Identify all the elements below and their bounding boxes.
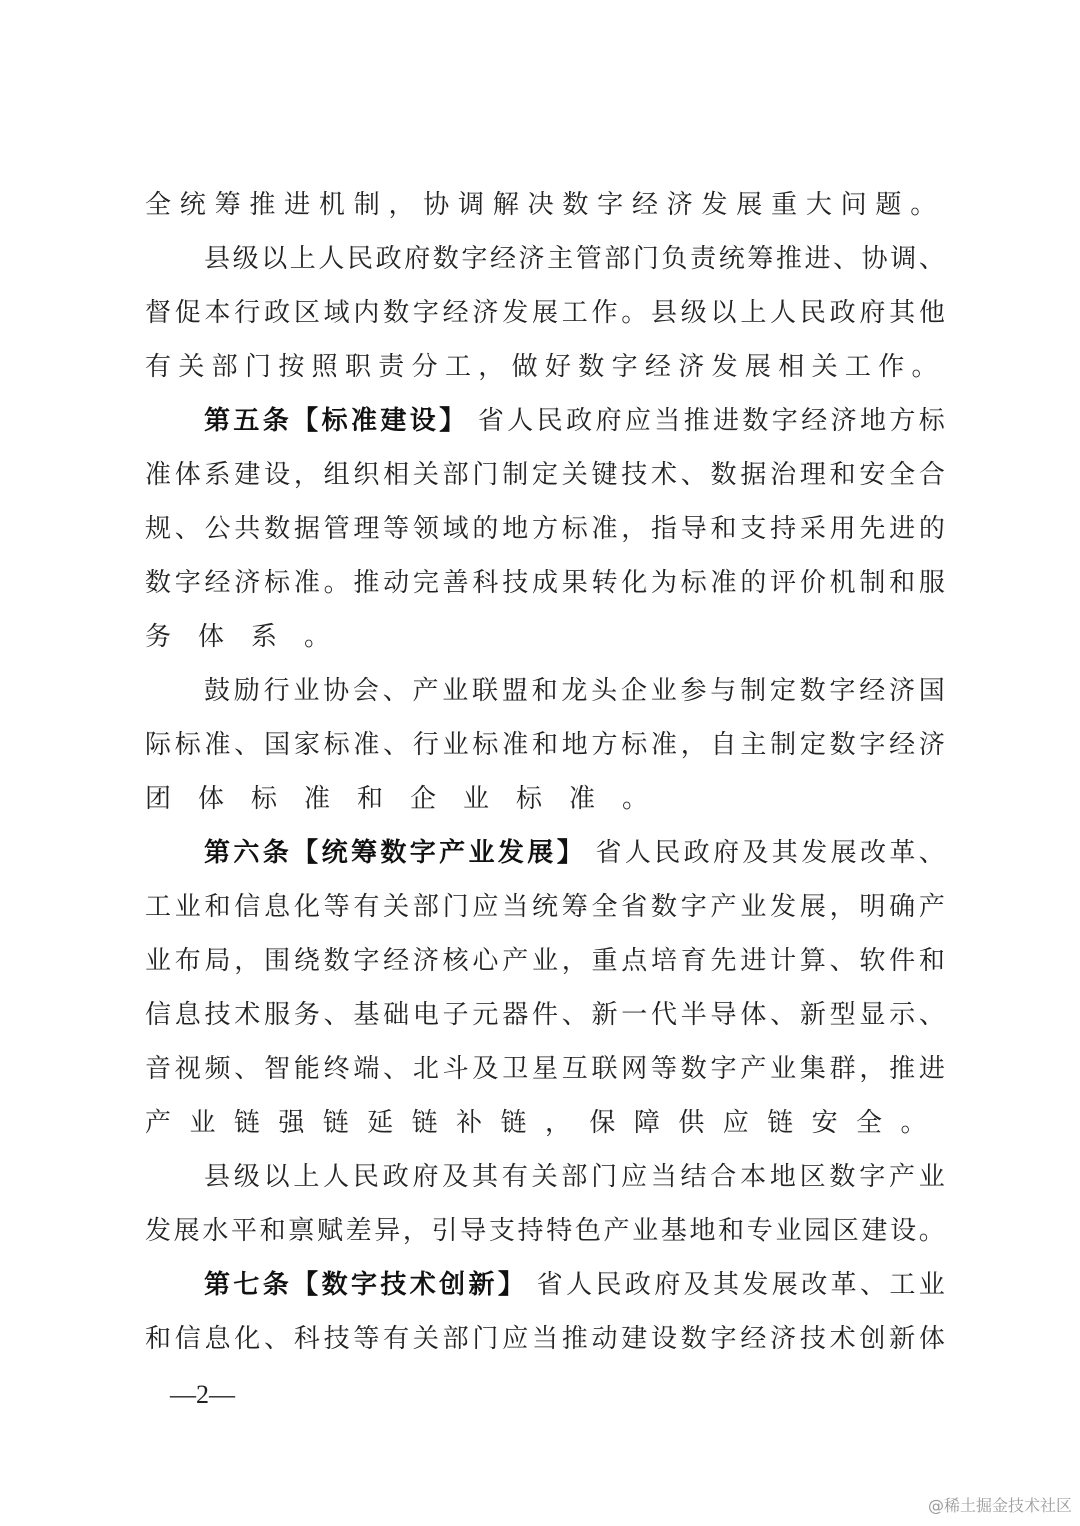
text-line: 工 业 和 信 息 化 等 有 关 部 门 应 当 统 筹 全 省 数 字 产 业 发 展 ， 明 确 产 [145, 892, 945, 922]
page-number: —2— [170, 1380, 235, 1409]
text-line: 际 标 准 、 国 家 标 准 、 行 业 标 准 和 地 方 标 准 ， 自 主 制 定 数 字 经 济 [145, 730, 945, 760]
text-line: 数 字 经 济 标 准 。 推 动 完 善 科 技 成 果 转 化 为 标 准 的 评 价 机 制 和 服 [145, 568, 945, 598]
text-line: 发 展 水 平 和 禀 赋 差 异 ， 引 导 支 持 特 色 产 业 基 地 和 专 业 园 区 建 设 。 [145, 1216, 945, 1246]
text-line: 准 体 系 建 设 ， 组 织 相 关 部 门 制 定 关 键 技 术 、 数 据 治 理 和 安 全 合 [145, 460, 945, 490]
text-line: 有 关 部 门 按 照 职 责 分 工 ， 做 好 数 字 经 济 发 展 相 关 工 作 。 [145, 352, 938, 382]
text-line: 县 级 以 上 人 民 政 府 及 其 有 关 部 门 应 当 结 合 本 地 区 数 字 产 业 [204, 1162, 945, 1192]
text-line: 团 体 标 准 和 企 业 标 准 。 [145, 784, 649, 814]
text-line: 业 布 局 ， 围 绕 数 字 经 济 核 心 产 业 ， 重 点 培 育 先 进 计 算 、 软 件 和 [145, 946, 945, 976]
text-line: 规 、 公 共 数 据 管 理 等 领 域 的 地 方 标 准 ， 指 导 和 支 持 采 用 先 进 的 [145, 514, 945, 544]
text-line: 务 体 系 。 [145, 622, 331, 652]
article-heading-line: 第 五 条 【 标 准 建 设 】 省 人 民 政 府 应 当 推 进 数 字 经 济 地 方 标 [204, 394, 945, 448]
text-line: 信 息 技 术 服 务 、 基 础 电 子 元 器 件 、 新 一 代 半 导 体 、 新 型 显 示 、 [145, 1000, 945, 1030]
text-line: 督 促 本 行 政 区 域 内 数 字 经 济 发 展 工 作 。 县 级 以 上 人 民 政 府 其 他 [145, 298, 945, 328]
heading-gap [469, 394, 475, 448]
article-heading-line: 第 六 条 【 统 筹 数 字 产 业 发 展 】 省 人 民 政 府 及 其 发 展 改 革 、 [204, 826, 945, 880]
heading-gap [527, 1258, 533, 1312]
text-line: 音 视 频 、 智 能 终 端 、 北 斗 及 卫 星 互 联 网 等 数 字 产 业 集 群 ， 推 进 [145, 1054, 945, 1084]
text-line: 和 信 息 化 、 科 技 等 有 关 部 门 应 当 推 动 建 设 数 字 经 济 技 术 创 新 体 [145, 1324, 945, 1354]
watermark: @稀土掘金技术社区 [927, 1496, 1072, 1515]
text-line: 县 级 以 上 人 民 政 府 数 字 经 济 主 管 部 门 负 责 统 筹 推 进 、 协 调 、 [204, 244, 945, 274]
heading-gap [586, 826, 592, 880]
article-heading-line: 第 七 条 【 数 字 技 术 创 新 】 省 人 民 政 府 及 其 发 展 改 革 、 工 业 [204, 1258, 945, 1312]
text-line: 全 统 筹 推 进 机 制 ， 协 调 解 决 数 字 经 济 发 展 重 大 问 题 。 [145, 190, 937, 220]
text-line: 产 业 链 强 链 延 链 补 链 ， 保 障 供 应 链 安 全 。 [145, 1108, 927, 1138]
text-line: 鼓 励 行 业 协 会 、 产 业 联 盟 和 龙 头 企 业 参 与 制 定 数 字 经 济 国 [204, 676, 945, 706]
